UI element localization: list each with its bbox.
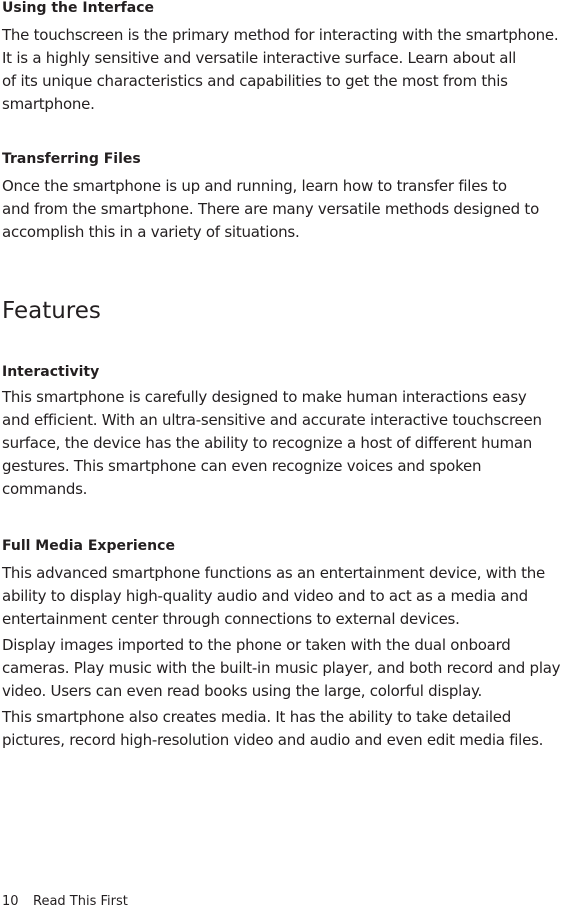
paragraph-using-the-interface: The touchscreen is the primary method for interacting with the smartphone. It is a highly sensitive and versatile interactive surface. Learn about all of its unique characteristics and capabilities to get the most from this smartphone. [2,26,559,113]
section-title-using-the-interface: Using the Interface [2,0,154,16]
paragraph-media-creation: This smartphone also creates media. It has the ability to take detailed pictures, record high-resolution video and audio and even edit media files. [2,708,544,749]
paragraph-transferring-files: Once the smartphone is up and running, learn how to transfer files to and from the smartphone. There are many versatile methods designed to accomplish this in a variety of situations. [2,177,539,241]
paragraph-media-display: Display images imported to the phone or taken with the dual onboard cameras. Play music with the built-in music player, and both record and play video. Users can even read books using the large, colorful display. [2,636,561,700]
paragraph-media-entertainment: This advanced smartphone functions as an entertainment device, with the ability to display high-quality audio and video and to act as a media and entertainment center through connections to external devices. [2,564,545,628]
section-title-transferring-files: Transferring Files [2,151,141,167]
paragraph-interactivity: This smartphone is carefully designed to make human interactions easy and efficient. With an ultra-sensitive and accurate interactive touchscreen surface, the device has the ability to recognize a host of different human gestures. This smartphone can even recognize voices and spoken commands. [2,388,542,498]
page-footer [2,894,128,910]
section-title-interactivity: Interactivity [2,364,100,380]
features-heading: Features [2,298,101,324]
footer-section-title: Read This First [33,894,128,909]
section-title-full-media-experience: Full Media Experience [2,538,175,554]
page-number: 10 [2,894,19,909]
